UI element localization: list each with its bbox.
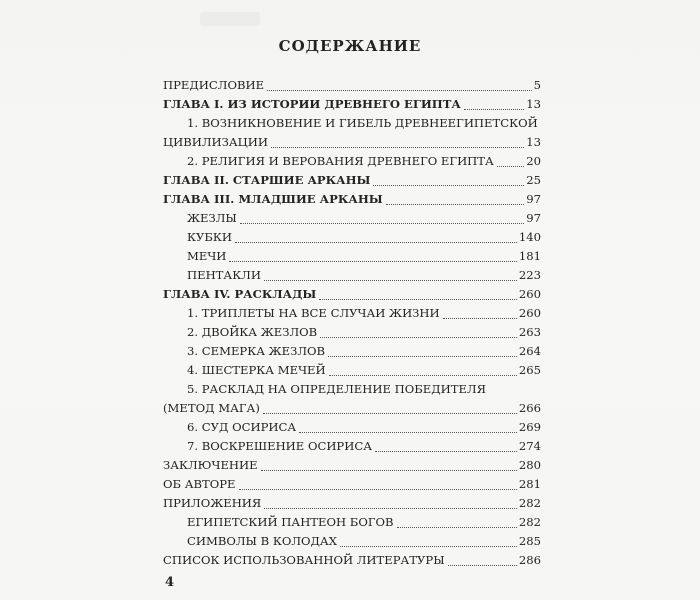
toc-entry-label: ЦИВИЛИЗАЦИИ xyxy=(163,135,268,149)
toc-entry-page: 20 xyxy=(526,154,541,168)
toc-entry-label: ГЛАВА IV. РАСКЛАДЫ xyxy=(163,287,317,301)
page-number: 4 xyxy=(165,575,175,590)
toc-entry-label: 1. ТРИПЛЕТЫ НА ВСЕ СЛУЧАИ ЖИЗНИ xyxy=(187,306,440,320)
page-title: СОДЕРЖАНИЕ xyxy=(278,37,422,55)
toc-entry-page: 97 xyxy=(526,192,541,206)
toc-entry-page: 282 xyxy=(518,496,541,510)
toc-entry-page: 223 xyxy=(518,268,541,282)
toc-entry-page: 281 xyxy=(518,477,541,491)
toc-entry-label: ГЛАВА I. ИЗ ИСТОРИИ ДРЕВНЕГО ЕГИПТА xyxy=(163,97,461,111)
toc-entry-label: ЕГИПЕТСКИЙ ПАНТЕОН БОГОВ xyxy=(187,515,394,529)
toc-entry xyxy=(163,190,541,209)
toc-entry-label: 7. ВОСКРЕШЕНИЕ ОСИРИСА xyxy=(187,439,372,453)
toc-entry xyxy=(163,456,541,475)
toc-entry-label: 5. РАСКЛАД НА ОПРЕДЕЛЕНИЕ ПОБЕДИТЕЛЯ xyxy=(187,382,486,396)
dot-leader xyxy=(264,280,517,281)
dot-leader xyxy=(443,318,517,319)
toc-entry-page: 260 xyxy=(518,306,541,320)
toc-entry-page: 181 xyxy=(518,249,541,263)
toc-entry-page: 260 xyxy=(518,287,541,301)
toc-entry xyxy=(163,95,541,114)
toc-entry-page: 5 xyxy=(533,78,541,92)
toc-entry xyxy=(163,285,541,304)
toc-entry xyxy=(163,494,541,513)
dot-leader xyxy=(329,375,517,376)
toc-entry-label: СИМВОЛЫ В КОЛОДАХ xyxy=(187,534,337,548)
bleed-through-mark xyxy=(200,12,260,26)
dot-leader xyxy=(267,90,532,91)
toc-entry xyxy=(163,266,541,285)
toc-entry xyxy=(163,304,541,323)
toc-entry xyxy=(163,76,541,95)
toc-entry-page: 269 xyxy=(518,420,541,434)
toc-entry-page: 263 xyxy=(518,325,541,339)
toc-entry-label: ГЛАВА II. СТАРШИЕ АРКАНЫ xyxy=(163,173,371,187)
toc-entry xyxy=(163,380,541,399)
toc-entry-label: (МЕТОД МАГА) xyxy=(163,401,260,415)
toc-entry xyxy=(163,399,541,418)
toc-entry-page: 286 xyxy=(518,553,541,567)
toc-entry-page: 97 xyxy=(526,211,541,225)
dot-leader xyxy=(261,470,517,471)
toc-entry xyxy=(163,361,541,380)
toc-entry-page: 282 xyxy=(518,515,541,529)
toc-entry-page: 140 xyxy=(518,230,541,244)
toc-entry xyxy=(163,228,541,247)
toc-entry xyxy=(163,133,541,152)
toc-entry-label: 2. ДВОЙКА ЖЕЗЛОВ xyxy=(187,325,318,339)
toc-entry-page: 266 xyxy=(518,401,541,415)
dot-leader xyxy=(497,166,524,167)
toc-entry xyxy=(163,532,541,551)
dot-leader xyxy=(464,109,524,110)
dot-leader xyxy=(263,413,517,414)
toc-entry-label: СПИСОК ИСПОЛЬЗОВАННОЙ ЛИТЕРАТУРЫ xyxy=(163,553,445,567)
toc-entry-page: 264 xyxy=(518,344,541,358)
toc-entry-label: КУБКИ xyxy=(187,230,232,244)
dot-leader xyxy=(386,204,525,205)
toc-entry xyxy=(163,437,541,456)
dot-leader xyxy=(448,565,517,566)
toc-entry-page: 13 xyxy=(526,97,541,111)
toc-entry-label: ЖЕЗЛЫ xyxy=(187,211,237,225)
toc-entry-page: 274 xyxy=(518,439,541,453)
dot-leader xyxy=(397,527,517,528)
dot-leader xyxy=(373,185,524,186)
dot-leader xyxy=(340,546,517,547)
toc-entry-page: 280 xyxy=(518,458,541,472)
toc-entry-label: ПРЕДИСЛОВИЕ xyxy=(163,78,265,92)
toc-entry xyxy=(163,247,541,266)
toc-entry-label: 6. СУД ОСИРИСА xyxy=(187,420,297,434)
toc-entry xyxy=(163,513,541,532)
toc-entry-page: 285 xyxy=(518,534,541,548)
dot-leader xyxy=(375,451,517,452)
toc-entry-page: 25 xyxy=(526,173,541,187)
dot-leader xyxy=(271,147,524,148)
toc-entry-page: 265 xyxy=(518,363,541,377)
toc-entry-label: ГЛАВА III. МЛАДШИЕ АРКАНЫ xyxy=(163,192,383,206)
toc-entry-label: ПРИЛОЖЕНИЯ xyxy=(163,496,262,510)
table-of-contents xyxy=(163,76,541,570)
dot-leader xyxy=(240,223,524,224)
toc-entry xyxy=(163,418,541,437)
dot-leader xyxy=(264,508,517,509)
toc-entry-page: 13 xyxy=(526,135,541,149)
dot-leader xyxy=(239,489,517,490)
toc-entry-label: 1. ВОЗНИКНОВЕНИЕ И ГИБЕЛЬ ДРЕВНЕЕГИПЕТСКОЙ xyxy=(187,116,538,130)
toc-entry-label: МЕЧИ xyxy=(187,249,227,263)
toc-entry xyxy=(163,342,541,361)
toc-entry-label: ОБ АВТОРЕ xyxy=(163,477,236,491)
toc-entry-label: ЗАКЛЮЧЕНИЕ xyxy=(163,458,258,472)
toc-entry xyxy=(163,114,541,133)
dot-leader xyxy=(299,432,517,433)
toc-entry xyxy=(163,551,541,570)
dot-leader xyxy=(319,299,517,300)
dot-leader xyxy=(328,356,517,357)
toc-entry-label: 3. СЕМЕРКА ЖЕЗЛОВ xyxy=(187,344,326,358)
toc-entry xyxy=(163,171,541,190)
toc-entry-label: 2. РЕЛИГИЯ И ВЕРОВАНИЯ ДРЕВНЕГО ЕГИПТА xyxy=(187,154,494,168)
toc-entry xyxy=(163,323,541,342)
dot-leader xyxy=(320,337,517,338)
toc-entry xyxy=(163,209,541,228)
toc-entry xyxy=(163,475,541,494)
toc-entry-label: ПЕНТАКЛИ xyxy=(187,268,261,282)
dot-leader xyxy=(235,242,517,243)
toc-entry xyxy=(163,152,541,171)
toc-entry-label: 4. ШЕСТЕРКА МЕЧЕЙ xyxy=(187,363,326,377)
dot-leader xyxy=(229,261,516,262)
